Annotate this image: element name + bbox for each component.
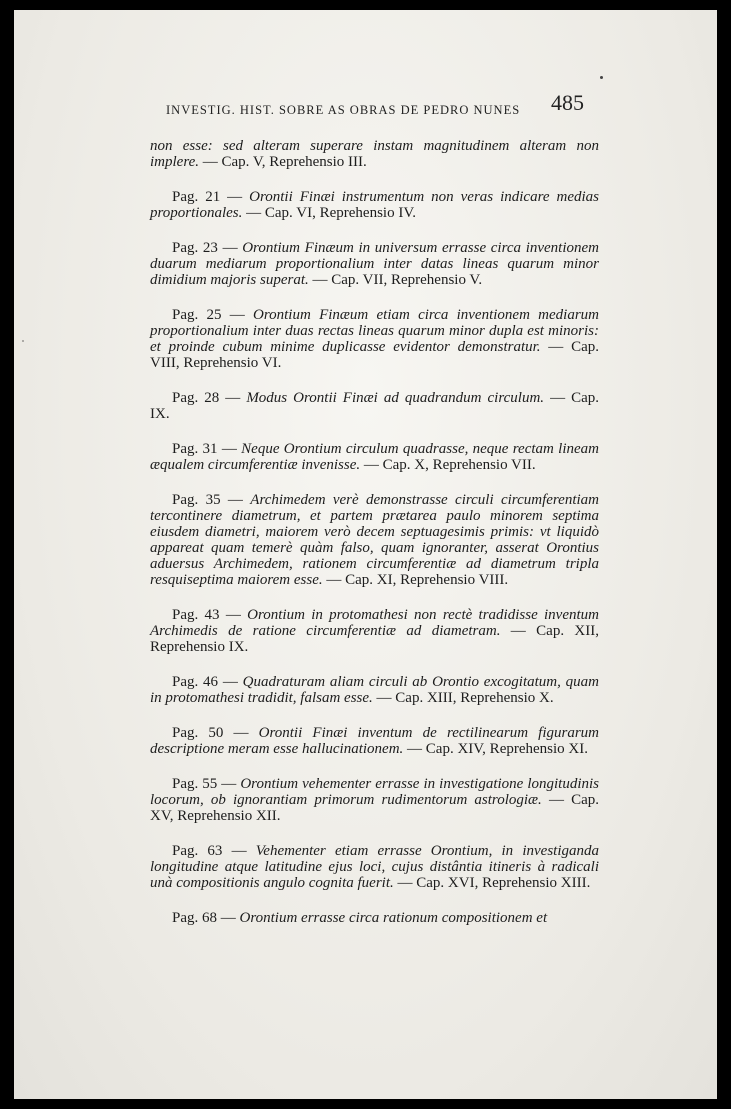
index-entry — [150, 607, 599, 655]
entry-italic-text: non esse: sed alteram superare instam magnitudinem alteram non implere. — [150, 138, 599, 170]
index-entry — [150, 189, 599, 221]
entry-page-ref: Pag. 63 — — [172, 843, 256, 859]
entry-italic-text: Orontium in protomathesi non rectè tradidisse inventum Archimedis de ratione circumferentiæ ad diametram. — [150, 607, 600, 639]
entry-reference: — Cap. IX. — [150, 390, 599, 422]
index-entry — [150, 240, 599, 288]
index-entry — [150, 843, 599, 891]
entry-italic-text: Orontium errasse circa rationum compositionem et — [239, 910, 548, 926]
entry-page-ref: Pag. 31 — — [172, 441, 242, 457]
index-entry — [150, 910, 599, 926]
entry-page-ref: Pag. 28 — — [172, 390, 247, 406]
entry-reference: — Cap. V, Reprehensio III. — [199, 154, 367, 170]
entry-italic-text: Orontium Finæum in universum errasse circa inventionem duarum mediarum proportionalium inter datas lineas quarum minor dimidium majoris superat. — [150, 240, 599, 288]
entry-reference: — Cap. VI, Reprehensio IV. — [242, 205, 416, 221]
index-entry — [150, 441, 599, 473]
page-number: 485 — [551, 90, 584, 115]
index-entry — [150, 674, 599, 706]
entry-reference: — Cap. XIII, Reprehensio X. — [372, 690, 554, 706]
entry-italic-text: Archimedem verè demonstrasse circuli circumferentiam tercontinere diametrum, et partem prætarea paulo minorem septima eiusdem diametri, maiorem verò decem septuagesimis primis: vt liquidò appareat quam temerè quàm falso, quam ignoranter, asserat Orontius aduersus Archimedem, rationem circumferentiæ ad diametrum tripla resquiseptima maiorem esse. — [150, 492, 599, 588]
index-entry — [150, 492, 599, 588]
index-entry — [150, 725, 599, 757]
entry-page-ref: Pag. 25 — — [172, 307, 254, 323]
entry-reference: — Cap. XV, Reprehensio XII. — [150, 792, 599, 824]
entry-page-ref: Pag. 35 — — [172, 492, 251, 508]
entry-reference: — Cap. VII, Reprehensio V. — [308, 272, 483, 288]
book-page — [14, 10, 717, 1099]
running-head: INVESTIG. HIST. SOBRE AS OBRAS DE PEDRO NUNES — [166, 103, 521, 117]
entry-page-ref: Pag. 21 — — [172, 189, 250, 205]
entry-page-ref: Pag. 68 — — [172, 910, 240, 926]
entry-page-ref: Pag. 55 — — [172, 776, 241, 792]
index-entry — [150, 390, 599, 422]
entry-page-ref: Pag. 46 — — [172, 674, 243, 690]
continuation-paragraph — [150, 138, 599, 170]
entry-reference: — Cap. XIV, Reprehensio XI. — [403, 741, 588, 757]
entry-reference: — Cap. XI, Reprehensio VIII. — [322, 572, 509, 588]
entry-italic-text: Orontii Finæi instrumentum non veras indicare medias proportionales. — [150, 189, 599, 221]
entry-reference: — Cap. XVI, Reprehensio XIII. — [393, 875, 591, 891]
entry-italic-text: Orontium Finæum etiam circa inventionem mediarum proportionalium inter duas rectas lineas quarum minor dupla est minoris: et proinde cubum minime duplicasse evidentor demonstratur. — [150, 307, 599, 355]
entry-page-ref: Pag. 43 — — [172, 607, 248, 623]
index-list — [150, 138, 599, 945]
entry-italic-text: Neque Orontium circulum quadrasse, neque rectam lineam æqualem circumferentiæ invenisse. — [150, 441, 599, 473]
ink-speck — [22, 340, 24, 342]
entry-page-ref: Pag. 50 — — [172, 725, 259, 741]
index-entry — [150, 307, 599, 371]
entry-reference: — Cap. X, Reprehensio VII. — [360, 457, 536, 473]
entry-italic-text: Vehementer etiam errasse Orontium, in investiganda longitudine atque latitudine ejus loci, cujus distântia itineris à radicali unà compositionis angulo cognita fuerit. — [150, 843, 600, 891]
entry-reference: — Cap. XII, Reprehensio IX. — [150, 623, 599, 655]
index-entry — [150, 776, 599, 824]
entry-reference: — Cap. VIII, Reprehensio VI. — [150, 339, 599, 371]
ink-speck — [600, 76, 603, 79]
entry-italic-text: Quadraturam aliam circuli ab Orontio excogitatum, quam in protomathesi tradidit, falsam esse. — [150, 674, 599, 706]
entry-italic-text: Orontium vehementer errasse in investigatione longitudinis locorum, ob ignorantiam primorum rudimentorum astrologiæ. — [150, 776, 600, 808]
entry-page-ref: Pag. 23 — — [172, 240, 243, 256]
entry-italic-text: Orontii Finæi inventum de rectilinearum figurarum descriptione meram esse hallucinationem. — [150, 725, 600, 757]
entry-italic-text: Modus Orontii Finæi ad quadrandum circulum. — [246, 390, 545, 406]
